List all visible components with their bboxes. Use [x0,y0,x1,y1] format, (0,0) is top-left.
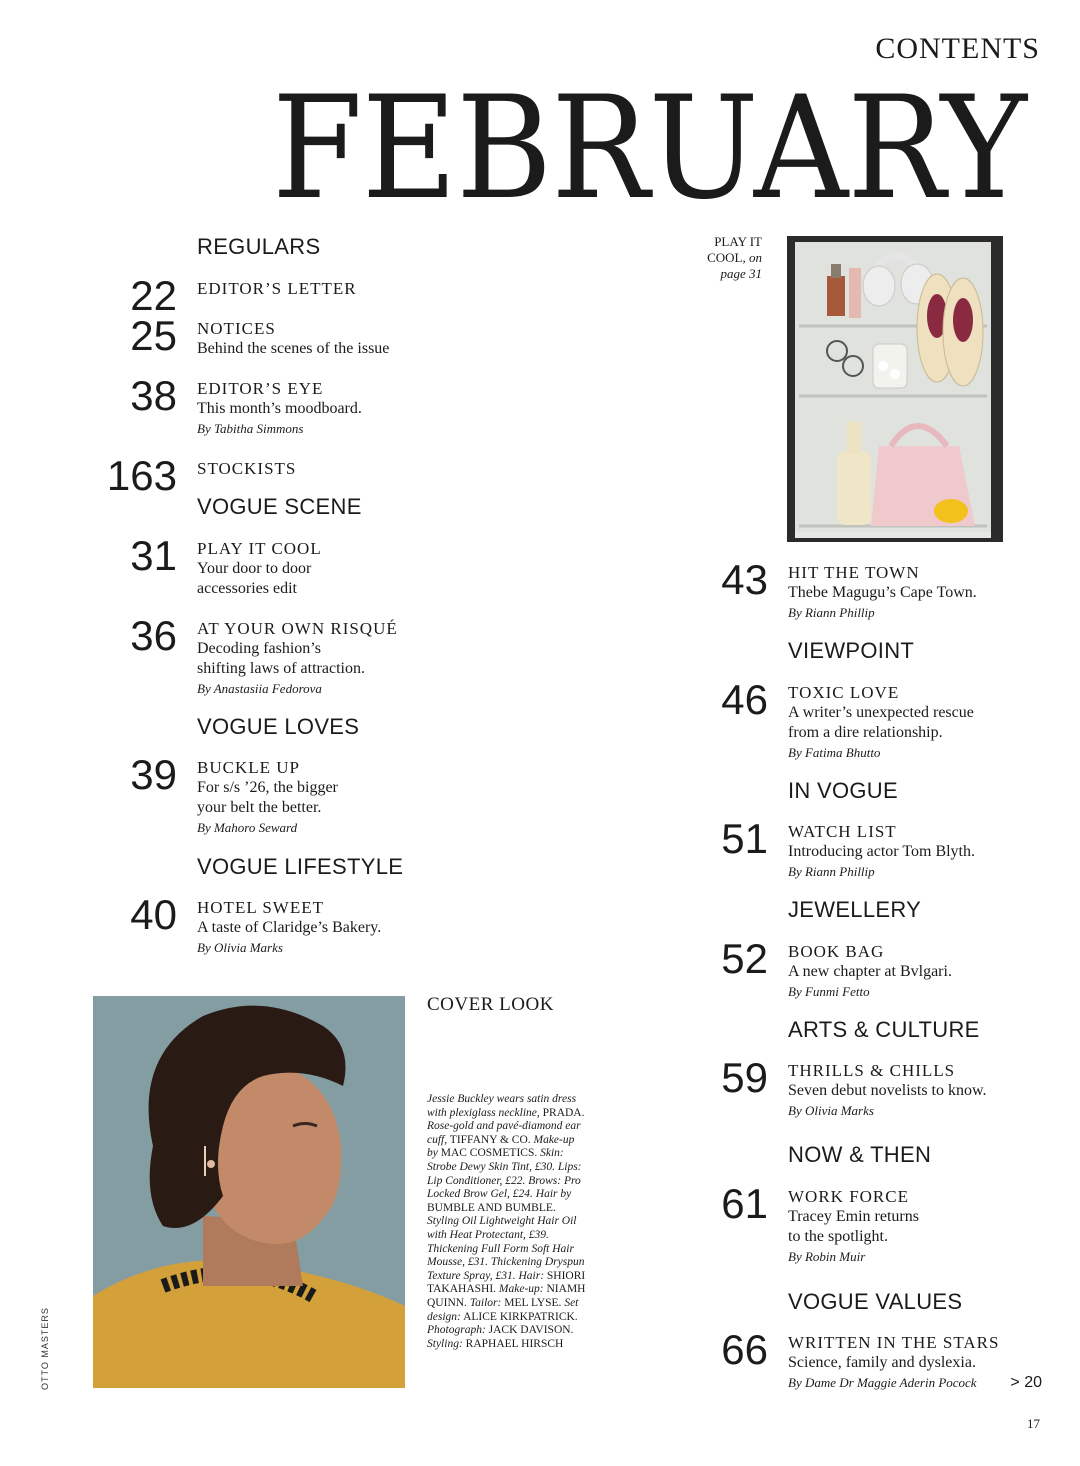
toc-entry[interactable] [788,1333,1048,1393]
page-number-ref: 46 [721,676,768,723]
entry-description: A new chapter at Bvlgari. [788,963,952,980]
cover-caption-segment: RAPHAEL HIRSCH [462,1337,564,1350]
page-number-ref: 22 [130,272,177,319]
page-number-ref: 51 [721,815,768,862]
cover-caption-segment: SHIORI TAKAHASHI. [427,1269,586,1296]
entry-description: This month’s moodboard. [197,400,362,417]
entry-title: THRILLS & CHILLS [788,1061,956,1080]
entry-description: Introducing actor Tom Blyth. [788,843,975,860]
toc-entry[interactable] [788,1061,1048,1121]
section-heading: ARTS & CULTURE [788,1017,980,1042]
toc-entry[interactable] [788,683,1048,763]
cover-caption-segment: NIAMH QUINN. [427,1283,586,1309]
toc-entry[interactable] [197,319,457,359]
section-heading: VOGUE VALUES [788,1289,963,1314]
cover-caption-segment: Styling: [427,1337,463,1350]
entry-description: Tracey Emin returns [788,1208,919,1225]
entry-title: WRITTEN IN THE STARS [788,1333,1000,1352]
entry-byline: By Fatima Bhutto [788,745,881,760]
month-masthead: FEBRUARY [272,66,1027,231]
entry-title: NOTICES [197,319,276,338]
fridge-illustration [787,236,1003,542]
entry-description: Science, family and dyslexia. [788,1354,976,1371]
entry-byline: By Dame Dr Maggie Aderin Pocock [788,1375,977,1390]
entry-title: EDITOR’S EYE [197,379,324,398]
cover-portrait-illustration [93,996,405,1388]
photo-caption-page: page 31 [720,266,762,281]
entry-description: For s/s ’26, the bigger [197,779,338,796]
entry-title: TOXIC LOVE [788,683,900,702]
toc-entry[interactable] [197,898,457,958]
section-heading: VOGUE SCENE [197,494,362,519]
entry-title: BOOK BAG [788,942,885,961]
section-heading: REGULARS [197,234,321,259]
toc-entry[interactable] [788,822,1048,882]
entry-byline: By Robin Muir [788,1249,866,1264]
entry-title: EDITOR’S LETTER [197,279,357,298]
cover-caption-segment: Rose-gold and pavé-diamond ear cuff, [427,1120,581,1146]
entry-byline: By Tabitha Simmons [197,421,304,436]
entry-description: accessories edit [197,580,297,597]
cover-caption-segment: PRADA. [539,1106,585,1119]
page-number-ref: 31 [130,532,177,579]
page-number: 17 [1027,1416,1040,1431]
section-heading: IN VOGUE [788,778,898,803]
page-number-ref: 52 [721,935,768,982]
entry-description: Thebe Magugu’s Cape Town. [788,584,977,601]
entry-description: to the spotlight. [788,1228,888,1245]
toc-entry[interactable] [197,279,457,299]
page-number-ref: 40 [130,891,177,938]
toc-entry[interactable] [197,539,457,599]
toc-entry[interactable] [197,758,457,838]
section-heading: VOGUE LOVES [197,714,360,739]
toc-entry[interactable] [788,942,1048,1002]
entry-title: WORK FORCE [788,1187,909,1206]
entry-description: Your door to door [197,560,312,577]
entry-description: A taste of Claridge’s Bakery. [197,919,382,936]
entry-byline: By Mahoro Seward [197,820,298,835]
toc-entry[interactable] [788,563,1048,623]
entry-byline: By Olivia Marks [788,1103,874,1118]
cover-caption-segment: Styling Oil Lightweight Hair Oil with Heat Protectant, £39. Thickening Full Form Soft Hair Mousse, £31. Thickening Dryspun Texture Spray, £31. Hair: [427,1215,585,1282]
entry-title: BUCKLE UP [197,758,300,777]
toc-entry[interactable] [197,459,457,479]
entry-byline: By Olivia Marks [197,940,283,955]
entry-title: STOCKISTS [197,459,297,478]
continued-link[interactable]: > 20 [1010,1374,1042,1391]
page-number-ref: 43 [721,556,768,603]
section-heading: NOW & THEN [788,1142,932,1167]
section-heading: VIEWPOINT [788,638,915,663]
entry-title: HIT THE TOWN [788,563,920,582]
cover-caption-segment: MAC COSMETICS. [437,1147,541,1160]
page-number-ref: 66 [721,1326,768,1373]
photo-caption-line2: COOL, [707,250,746,265]
cover-caption-segment: MEL LYSE. [501,1296,565,1309]
page-number-ref: 39 [130,751,177,798]
page-number-ref: 59 [721,1054,768,1101]
entry-byline: By Riann Phillip [788,864,875,879]
contents-label: CONTENTS [875,32,1040,65]
cover-caption-segment: Skin: Strobe Dewy Skin Tint, £30. Lips: Lip Conditioner, £22. Brows: Pro Locked Brow Gel, £24. Hair by [427,1147,582,1201]
page-number-ref: 163 [106,452,177,499]
section-heading: VOGUE LIFESTYLE [197,854,404,879]
entry-description: from a dire relationship. [788,724,943,741]
page-number-ref: 36 [130,612,177,659]
entry-byline: By Anastasiia Fedorova [197,681,322,696]
entry-title: WATCH LIST [788,822,897,841]
entry-title: PLAY IT COOL [197,539,322,558]
toc-entry[interactable] [197,379,457,439]
cover-caption-segment: JACK DAVISON. [485,1324,574,1337]
cover-caption-segment: Make-up: [498,1283,544,1296]
photo-caption-on: on [749,250,762,265]
cover-portrait-photo [93,996,405,1388]
toc-entry[interactable] [197,619,457,699]
entry-description: shifting laws of attraction. [197,660,365,677]
entry-title: HOTEL SWEET [197,898,324,917]
cover-caption-segment: Tailor: [469,1296,502,1309]
entry-description: your belt the better. [197,799,322,816]
photo-caption [690,234,762,282]
cover-caption-segment: Photograph: [427,1324,486,1337]
cover-caption-segment: Set design: [427,1296,579,1323]
entry-byline: By Funmi Fetto [788,984,870,999]
fridge-accessories-photo [787,236,1003,542]
photo-caption-line1: PLAY IT [714,234,762,249]
page-number-ref: 61 [721,1180,768,1227]
entry-description: Seven debut novelists to know. [788,1082,987,1099]
photo-credit: OTTO MASTERS [40,1307,50,1390]
entry-description: A writer’s unexpected rescue [788,704,974,721]
cover-caption [427,1093,587,1351]
entry-title: AT YOUR OWN RISQUÉ [197,619,398,638]
toc-entry[interactable] [788,1187,1048,1267]
entry-description: Decoding fashion’s [197,640,321,657]
page-number-ref: 38 [130,372,177,419]
cover-caption-segment: Make-up by [427,1133,575,1160]
section-heading: JEWELLERY [788,897,922,922]
cover-caption-segment: BUMBLE AND BUMBLE. [427,1201,556,1214]
page-number-ref: 25 [130,312,177,359]
cover-caption-segment: Jessie Buckley wears satin dress with plexiglass neckline, [427,1093,577,1119]
entry-description: Behind the scenes of the issue [197,340,390,357]
cover-look-heading: COVER LOOK [427,994,554,1015]
cover-caption-segment: TIFFANY & CO. [447,1133,534,1146]
entry-byline: By Riann Phillip [788,605,875,620]
cover-caption-segment: ALICE KIRKPATRICK. [460,1310,578,1323]
